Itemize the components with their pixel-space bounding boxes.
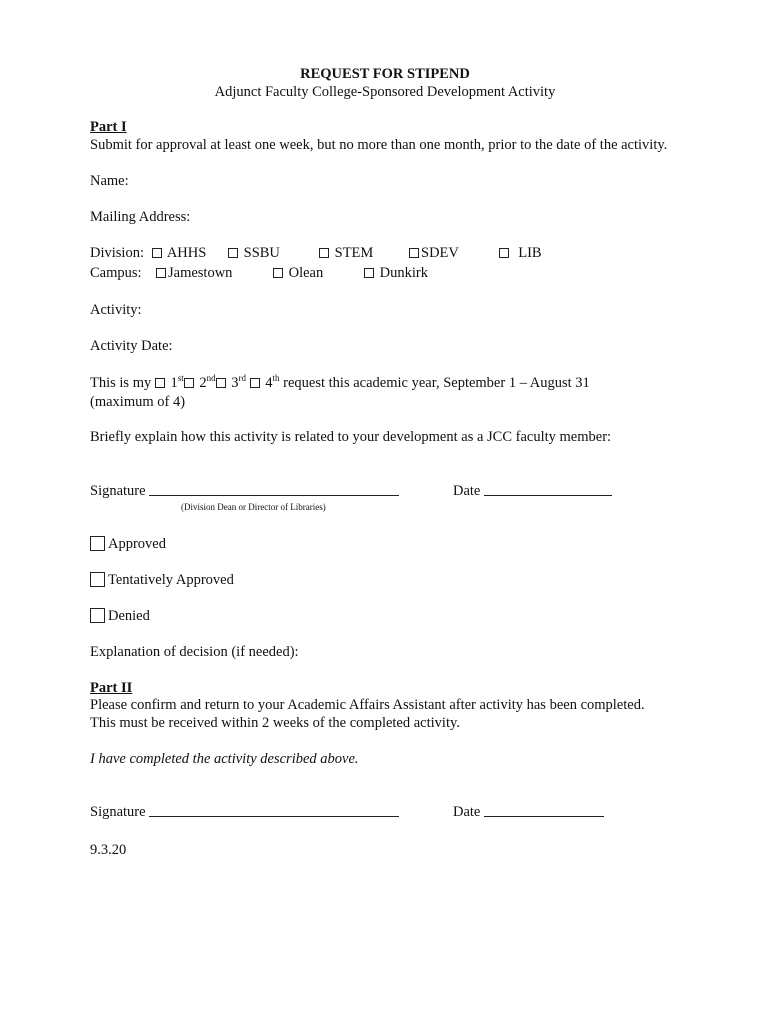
campus-label: Campus: <box>90 265 142 281</box>
activity-date-label: Activity Date: <box>90 338 173 354</box>
part2-line2: This must be received within 2 weeks of the completed activity. <box>90 715 460 731</box>
checkbox-icon[interactable] <box>228 248 238 258</box>
checkbox-icon[interactable] <box>409 248 419 258</box>
signature-caption: (Division Dean or Director of Libraries) <box>181 502 326 512</box>
checkbox-icon[interactable] <box>364 268 374 278</box>
part1-heading: Part I <box>90 119 127 135</box>
checkbox-icon[interactable] <box>155 378 165 388</box>
decision-tentatively-approved[interactable]: Tentatively Approved <box>90 572 234 589</box>
checkbox-icon[interactable] <box>250 378 260 388</box>
checkbox-icon[interactable] <box>216 378 226 388</box>
checkbox-icon[interactable] <box>90 608 105 623</box>
name-label: Name: <box>90 173 129 189</box>
checkbox-icon[interactable] <box>499 248 509 258</box>
checkbox-icon[interactable] <box>156 268 166 278</box>
campus-option-jamestown[interactable]: Jamestown <box>156 265 232 282</box>
checkbox-icon[interactable] <box>319 248 329 258</box>
part2-line1: Please confirm and return to your Academic Affairs Assistant after activity has been completed. <box>90 697 645 713</box>
division-option-ssbu[interactable]: SSBU <box>228 245 280 262</box>
division-option-lib[interactable]: LIB <box>499 245 542 262</box>
completion-date-row: Date <box>453 804 604 821</box>
completion-date-line[interactable] <box>484 804 604 817</box>
dean-date-row: Date <box>453 483 612 500</box>
activity-label: Activity: <box>90 302 142 318</box>
division-label: Division: <box>90 245 144 261</box>
part1-instruction: Submit for approval at least one week, but no more than one month, prior to the date of the activity. <box>90 137 668 153</box>
completion-signature-row: Signature <box>90 804 399 821</box>
form-version: 9.3.20 <box>90 842 127 858</box>
checkbox-icon[interactable] <box>184 378 194 388</box>
completion-signature-line[interactable] <box>149 804 399 817</box>
campus-option-olean[interactable]: Olean <box>273 265 323 282</box>
dean-signature-row: Signature <box>90 483 399 500</box>
explanation-label: Explanation of decision (if needed): <box>90 644 299 660</box>
checkbox-icon[interactable] <box>273 268 283 278</box>
division-option-ahhs[interactable]: AHHS <box>152 245 206 262</box>
checkbox-icon[interactable] <box>90 572 105 587</box>
form-subtitle: Adjunct Faculty College-Sponsored Development Activity <box>214 84 556 100</box>
checkbox-icon[interactable] <box>152 248 162 258</box>
division-option-stem[interactable]: STEM <box>319 245 373 262</box>
campus-option-dunkirk[interactable]: Dunkirk <box>364 265 428 282</box>
explain-label: Briefly explain how this activity is related to your development as a JCC faculty member: <box>90 429 612 445</box>
part2-heading: Part II <box>90 680 133 696</box>
dean-signature-line[interactable] <box>149 483 399 496</box>
completion-statement: I have completed the activity described above. <box>90 751 359 767</box>
decision-approved[interactable]: Approved <box>90 536 166 553</box>
dean-date-line[interactable] <box>484 483 612 496</box>
request-max-note: (maximum of 4) <box>90 394 186 410</box>
decision-denied[interactable]: Denied <box>90 608 150 625</box>
request-count-line: This is my 1st 2nd 3rd 4th request this academic year, September 1 – August 31 <box>90 373 590 391</box>
division-option-sdev[interactable]: SDEV <box>409 245 459 262</box>
form-title: REQUEST FOR STIPEND <box>300 66 470 82</box>
mailing-address-label: Mailing Address: <box>90 209 191 225</box>
checkbox-icon[interactable] <box>90 536 105 551</box>
